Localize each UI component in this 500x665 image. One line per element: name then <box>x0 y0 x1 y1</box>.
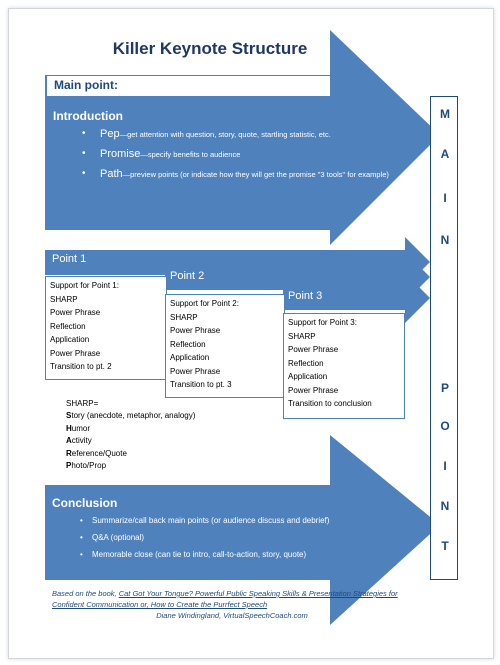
support-line: Power Phrase <box>288 345 339 354</box>
support-line: Transition to pt. 3 <box>170 380 232 389</box>
vertical-letter: M <box>440 107 450 121</box>
sharp-item: Humor <box>66 423 91 433</box>
support-line: Power Phrase <box>170 366 221 376</box>
support-line: Support for Point 2: <box>170 299 239 308</box>
support-line: Application <box>50 335 90 344</box>
support-line: Power Phrase <box>170 326 221 335</box>
conclusion-heading: Conclusion <box>52 496 118 510</box>
sharp-item: Photo/Prop <box>66 461 107 471</box>
list-item: • Path—preview points (or indicate how they will get the promise "3 tools" for example) <box>78 168 438 181</box>
support-line: Transition to conclusion <box>288 399 372 408</box>
point-3-heading: Point 3 <box>288 290 323 302</box>
list-item: • Summarize/call back main points (or audience discuss and debrief) <box>80 516 329 526</box>
support-line: Power Phrase <box>50 308 101 317</box>
list-item: • Pep—get attention with question, story, quote, startling statistic, etc. <box>78 128 438 141</box>
list-item: • Q&A (optional) <box>80 533 329 543</box>
vertical-letter: P <box>440 381 449 395</box>
point-1-support-box <box>45 276 167 380</box>
conclusion-list <box>80 516 329 567</box>
sharp-label: SHARP= <box>66 399 99 408</box>
bullet-desc: specify benefits to audience <box>147 150 241 159</box>
support-line: Application <box>170 353 210 362</box>
support-line: Support for Point 3: <box>288 318 357 327</box>
bullet-term: Path <box>100 168 123 180</box>
support-line: Application <box>288 372 328 381</box>
list-item: • Memorable close (can tie to intro, call-to-action, story, quote) <box>80 550 329 560</box>
page-title: Killer Keynote Structure <box>112 39 308 58</box>
support-line: SHARP <box>288 331 316 341</box>
vertical-letter: I <box>443 459 447 473</box>
main-point-label: Main point: <box>54 78 118 92</box>
support-line: Power Phrase <box>50 348 101 358</box>
bullet-desc: get attention with question, story, quote, startling statistic, etc. <box>127 130 331 139</box>
support-line: Reflection <box>50 321 86 331</box>
support-line: Transition to pt. 2 <box>50 362 112 371</box>
footer-signature: Diane Windingland, VirtualSpeechCoach.com <box>156 611 308 620</box>
vertical-letter: O <box>440 419 450 433</box>
footer-prefix: Based on the book, <box>52 589 119 598</box>
support-line: Reflection <box>288 358 324 368</box>
vertical-letter: N <box>440 499 450 513</box>
support-line: Reflection <box>170 339 206 349</box>
footer-book-line <box>52 588 412 610</box>
support-line: SHARP <box>50 294 78 304</box>
main-point-vertical-box <box>430 96 458 580</box>
vertical-letter: A <box>440 147 450 161</box>
bullet-term: Pep <box>100 128 120 140</box>
vertical-letter: N <box>440 233 450 247</box>
vertical-letter: I <box>443 191 447 205</box>
bullet-term: Promise <box>100 148 141 160</box>
sharp-legend <box>66 398 195 472</box>
book-title-link[interactable]: Cat Got Your Tongue? Powerful Public Speaking Skills & Presentation Strategies for Confident Communication or, How to Create the Purrfect Speech <box>52 589 398 609</box>
support-line: Support for Point 1: <box>50 281 119 290</box>
introduction-heading: Introduction <box>53 109 123 123</box>
support-line: Power Phrase <box>288 385 339 395</box>
list-item: • Promise—specify benefits to audience <box>78 148 438 161</box>
introduction-list <box>78 128 438 188</box>
bullet-desc: preview points (or indicate how they will get the promise "3 tools" for example) <box>130 170 389 179</box>
footer-credit <box>52 588 412 621</box>
point-2-support-box <box>165 294 285 398</box>
point-1-heading: Point 1 <box>52 253 87 265</box>
point-3-support-box <box>283 313 405 419</box>
sharp-item: Activity <box>66 436 92 446</box>
sharp-item: Reference/Quote <box>66 448 127 458</box>
sharp-item: Story (anecdote, metaphor, analogy) <box>66 411 196 421</box>
vertical-letter: T <box>441 539 449 553</box>
point-2-heading: Point 2 <box>170 270 205 282</box>
support-line: SHARP <box>170 312 198 322</box>
